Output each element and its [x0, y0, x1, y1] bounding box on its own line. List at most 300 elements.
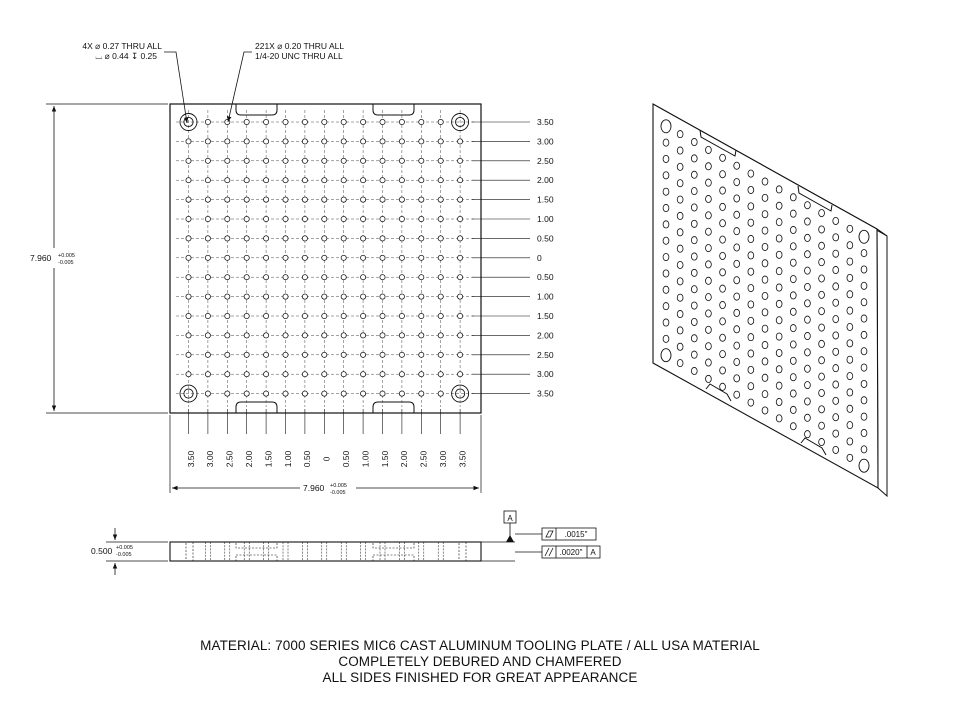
hole-grid: [186, 119, 463, 396]
grid-hole: [264, 236, 269, 241]
iso-hole: [805, 202, 811, 209]
grid-hole: [205, 119, 210, 124]
column-label: 2.00: [243, 450, 254, 468]
iso-hole: [776, 415, 782, 422]
grid-hole: [341, 119, 346, 124]
grid-hole: [361, 216, 366, 221]
iso-hole: [847, 258, 853, 265]
grid-hole: [399, 313, 404, 318]
iso-hole: [748, 399, 754, 406]
top-view: [170, 104, 481, 413]
grid-hole: [302, 158, 307, 163]
iso-hole: [720, 318, 726, 325]
grid-hole: [322, 313, 327, 318]
iso-hole: [805, 316, 811, 323]
iso-hole: [847, 274, 853, 281]
grid-hole: [419, 333, 424, 338]
iso-hole: [677, 245, 683, 252]
iso-hole: [833, 332, 839, 339]
iso-hole: [706, 195, 712, 202]
iso-hole: [805, 398, 811, 405]
row-label: 3.00: [537, 136, 554, 147]
iso-hole: [663, 204, 669, 211]
grid-hole: [380, 313, 385, 318]
grid-hole: [458, 313, 463, 318]
grid-hole: [186, 139, 191, 144]
column-label: 0.50: [340, 450, 351, 468]
row-label: 2.50: [537, 155, 554, 166]
grid-hole: [361, 313, 366, 318]
grid-hole: [244, 294, 249, 299]
column-label: 3.50: [457, 450, 468, 468]
grid-hole: [302, 294, 307, 299]
grid-hole: [361, 255, 366, 260]
grid-hole: [283, 333, 288, 338]
iso-hole: [790, 226, 796, 233]
grid-hole: [458, 294, 463, 299]
iso-hole: [706, 359, 712, 366]
grid-hole: [380, 391, 385, 396]
grid-hole: [438, 391, 443, 396]
row-label: 0.50: [537, 272, 554, 283]
grid-hole: [399, 352, 404, 357]
iso-hole: [720, 367, 726, 374]
grid-hole: [225, 236, 230, 241]
grid-hole: [341, 197, 346, 202]
grid-hole: [302, 352, 307, 357]
column-label: 2.00: [399, 450, 410, 468]
iso-hole: [790, 325, 796, 332]
grid-hole: [186, 255, 191, 260]
iso-hole: [691, 335, 697, 342]
parallelism-tolerance-value: .0020": [559, 548, 583, 557]
grid-hole: [341, 333, 346, 338]
grid-hole: [264, 178, 269, 183]
grid-hole: [380, 216, 385, 221]
grid-hole: [322, 372, 327, 377]
grid-hole: [361, 139, 366, 144]
iso-hole: [833, 381, 839, 388]
isometric-view: [653, 104, 887, 496]
grid-hole: [244, 352, 249, 357]
iso-hole: [720, 269, 726, 276]
grid-hole: [399, 119, 404, 124]
grid-hole: [361, 197, 366, 202]
row-label: 0.50: [537, 233, 554, 244]
iso-hole: [847, 389, 853, 396]
iso-hole: [663, 335, 669, 342]
datum-label: A: [507, 514, 513, 523]
iso-hole: [734, 375, 740, 382]
iso-hole: [790, 406, 796, 413]
iso-hole: [805, 300, 811, 307]
iso-hole: [805, 283, 811, 290]
iso-hole: [720, 171, 726, 178]
grid-hole: [264, 216, 269, 221]
grid-hole: [380, 352, 385, 357]
grid-hole: [244, 275, 249, 280]
grid-hole: [438, 119, 443, 124]
iso-hole: [677, 163, 683, 170]
iso-hole: [748, 203, 754, 210]
grid-hole: [380, 197, 385, 202]
grid-hole: [283, 236, 288, 241]
bottom-slot-left: [236, 402, 277, 413]
grid-hole: [361, 236, 366, 241]
grid-hole: [225, 158, 230, 163]
iso-hole: [762, 374, 768, 381]
grid-hole: [399, 372, 404, 377]
width-tol-plus: +0.005: [330, 483, 347, 489]
iso-hole: [762, 358, 768, 365]
iso-hole: [691, 318, 697, 325]
grid-hole: [380, 275, 385, 280]
iso-hole: [776, 349, 782, 356]
grid-hole: [341, 216, 346, 221]
grid-hole: [244, 255, 249, 260]
iso-hole: [691, 253, 697, 260]
grid-hole: [458, 275, 463, 280]
iso-hole: [762, 227, 768, 234]
grid-hole: [186, 236, 191, 241]
grid-hole: [283, 119, 288, 124]
iso-hole: [805, 381, 811, 388]
grid-hole: [322, 139, 327, 144]
iso-hole: [706, 244, 712, 251]
grid-holes-callout-line1: 221X ⌀ 0.20 THRU ALL: [255, 41, 345, 51]
side-view: [106, 511, 600, 575]
iso-hole: [691, 188, 697, 195]
iso-hole: [861, 397, 867, 404]
column-label: 3.50: [185, 450, 196, 468]
height-tol-minus: -0.005: [58, 260, 74, 266]
grid-hole: [419, 255, 424, 260]
iso-hole: [805, 349, 811, 356]
height-dimension-value: 7.960: [30, 253, 52, 263]
iso-corner-hole: [661, 120, 671, 133]
iso-hole: [720, 203, 726, 210]
iso-hole: [805, 267, 811, 274]
iso-hole: [720, 334, 726, 341]
grid-hole: [438, 333, 443, 338]
grid-holes-callout-line2: 1/4-20 UNC THRU ALL: [255, 51, 343, 61]
iso-hole: [734, 228, 740, 235]
grid-hole: [399, 216, 404, 221]
grid-hole: [438, 236, 443, 241]
row-dimensions: [472, 117, 554, 399]
iso-hole: [861, 380, 867, 387]
iso-hole: [734, 391, 740, 398]
iso-hole: [776, 382, 782, 389]
iso-hole: [734, 342, 740, 349]
iso-hole: [776, 235, 782, 242]
grid-hole: [458, 197, 463, 202]
iso-hole: [819, 226, 825, 233]
iso-hole: [819, 357, 825, 364]
grid-hole: [186, 275, 191, 280]
iso-hole: [819, 209, 825, 216]
grid-hole: [302, 119, 307, 124]
grid-hole: [458, 236, 463, 241]
grid-hole: [399, 294, 404, 299]
grid-hole: [341, 178, 346, 183]
grid-hole: [419, 178, 424, 183]
column-label: 1.00: [282, 450, 293, 468]
iso-hole: [762, 391, 768, 398]
grid-hole: [205, 139, 210, 144]
thickness-dimension-value: 0.500: [91, 546, 113, 556]
grid-hole: [399, 178, 404, 183]
grid-hole: [205, 236, 210, 241]
corner-holes-callout-line2: ⌴ ⌀ 0.44 ↧ 0.25: [95, 51, 157, 61]
grid-hole: [341, 352, 346, 357]
row-label: 2.00: [537, 330, 554, 341]
iso-hole: [663, 172, 669, 179]
grid-hole: [205, 391, 210, 396]
grid-hole: [283, 294, 288, 299]
iso-hole: [691, 351, 697, 358]
grid-hole: [264, 255, 269, 260]
iso-hole: [734, 309, 740, 316]
top-slot-left: [236, 104, 277, 115]
grid-hole: [205, 255, 210, 260]
iso-hole: [805, 431, 811, 438]
iso-hole: [776, 300, 782, 307]
row-label: 0: [537, 252, 542, 263]
iso-hole: [790, 194, 796, 201]
iso-hole: [819, 324, 825, 331]
iso-hole: [677, 147, 683, 154]
grid-hole: [186, 352, 191, 357]
grid-hole: [186, 216, 191, 221]
grid-hole: [399, 275, 404, 280]
grid-hole: [264, 139, 269, 144]
grid-hole: [341, 294, 346, 299]
grid-hole: [283, 391, 288, 396]
grid-hole: [341, 139, 346, 144]
grid-hole: [322, 178, 327, 183]
iso-hole: [819, 275, 825, 282]
grid-hole: [399, 139, 404, 144]
grid-hole: [438, 294, 443, 299]
iso-hole: [663, 155, 669, 162]
iso-hole: [748, 350, 754, 357]
iso-hole: [677, 343, 683, 350]
note-line-3: ALL SIDES FINISHED FOR GREAT APPEARANCE: [322, 670, 638, 685]
grid-hole: [419, 275, 424, 280]
grid-hole: [380, 294, 385, 299]
grid-hole: [225, 333, 230, 338]
thickness-tol-plus: +0.005: [116, 545, 133, 551]
grid-hole: [438, 197, 443, 202]
row-label: 2.00: [537, 175, 554, 186]
grid-hole: [186, 158, 191, 163]
iso-hole: [833, 250, 839, 257]
iso-hole: [734, 162, 740, 169]
grid-hole: [341, 313, 346, 318]
iso-hole: [748, 186, 754, 193]
iso-hole: [805, 365, 811, 372]
iso-hole: [748, 317, 754, 324]
iso-hole: [706, 146, 712, 153]
grid-hole: [302, 313, 307, 318]
grid-hole: [225, 391, 230, 396]
width-tol-minus: -0.005: [330, 490, 346, 496]
grid-hole: [264, 352, 269, 357]
grid-hole: [244, 372, 249, 377]
iso-hole: [805, 251, 811, 258]
grid-hole: [341, 255, 346, 260]
iso-hole: [847, 323, 853, 330]
grid-hole: [186, 333, 191, 338]
iso-hole: [833, 365, 839, 372]
iso-hole: [847, 372, 853, 379]
grid-hole: [361, 333, 366, 338]
grid-hole: [225, 352, 230, 357]
width-dimension: [170, 415, 481, 496]
iso-hole: [677, 294, 683, 301]
grid-hole: [302, 255, 307, 260]
grid-hole: [361, 391, 366, 396]
iso-hole: [720, 285, 726, 292]
iso-hole: [762, 260, 768, 267]
iso-hole: [833, 266, 839, 273]
iso-hole: [706, 277, 712, 284]
grid-hole: [264, 294, 269, 299]
row-label: 1.00: [537, 214, 554, 224]
column-label: 3.00: [205, 450, 216, 468]
iso-hole: [706, 261, 712, 268]
grid-hole: [302, 275, 307, 280]
iso-hole: [819, 422, 825, 429]
grid-hole: [419, 139, 424, 144]
iso-hole: [706, 212, 712, 219]
iso-hole: [677, 229, 683, 236]
grid-hole: [244, 333, 249, 338]
row-label: 3.50: [537, 388, 554, 399]
note-line-2: COMPLETELY DEBURED AND CHAMFERED: [338, 654, 622, 669]
iso-corner-hole: [859, 459, 869, 472]
grid-hole: [264, 158, 269, 163]
grid-hole: [419, 294, 424, 299]
height-tol-plus: +0.005: [58, 253, 75, 259]
iso-hole: [833, 414, 839, 421]
iso-hole: [805, 218, 811, 225]
iso-hole: [720, 301, 726, 308]
grid-hole: [186, 313, 191, 318]
row-label: 1.50: [537, 311, 554, 321]
grid-hole: [283, 313, 288, 318]
grid-hole: [225, 372, 230, 377]
iso-hole: [847, 405, 853, 412]
column-label: 2.50: [224, 450, 235, 468]
grid-hole: [419, 216, 424, 221]
iso-hole: [805, 414, 811, 421]
grid-hole: [283, 197, 288, 202]
grid-hole: [225, 197, 230, 202]
iso-hole: [663, 286, 669, 293]
grid-hole: [205, 352, 210, 357]
grid-hole: [341, 275, 346, 280]
iso-hole: [790, 423, 796, 430]
iso-hole: [762, 292, 768, 299]
grid-hole: [458, 352, 463, 357]
iso-hole: [819, 438, 825, 445]
iso-hole: [762, 194, 768, 201]
iso-hole: [762, 276, 768, 283]
iso-hole: [706, 326, 712, 333]
iso-hole: [833, 348, 839, 355]
iso-hole: [720, 350, 726, 357]
grid-hole: [438, 178, 443, 183]
grid-hole: [380, 333, 385, 338]
column-label: 0: [321, 456, 332, 462]
column-label: 1.00: [360, 450, 371, 468]
iso-hole: [861, 331, 867, 338]
grid-hole: [225, 139, 230, 144]
grid-hole: [399, 158, 404, 163]
grid-hole: [341, 391, 346, 396]
iso-hole: [734, 260, 740, 267]
iso-hole: [833, 446, 839, 453]
iso-hole: [790, 275, 796, 282]
grid-hole: [205, 313, 210, 318]
column-label: 1.50: [263, 450, 274, 468]
row-label: 1.00: [537, 291, 554, 302]
grid-hole: [283, 158, 288, 163]
iso-hole: [847, 438, 853, 445]
grid-hole: [302, 333, 307, 338]
grid-hole: [322, 352, 327, 357]
grid-hole: [361, 372, 366, 377]
grid-hole: [186, 372, 191, 377]
iso-hole: [790, 210, 796, 217]
iso-hole: [790, 374, 796, 381]
iso-hole: [734, 195, 740, 202]
grid-hole: [244, 391, 249, 396]
grid-hole: [419, 158, 424, 163]
iso-hole: [833, 217, 839, 224]
iso-hole: [663, 319, 669, 326]
grid-hole: [283, 255, 288, 260]
iso-hole: [833, 397, 839, 404]
grid-hole: [438, 372, 443, 377]
iso-hole: [790, 243, 796, 250]
grid-hole: [283, 275, 288, 280]
grid-hole: [419, 372, 424, 377]
grid-hole: [283, 216, 288, 221]
grid-hole: [205, 372, 210, 377]
grid-hole: [186, 178, 191, 183]
grid-hole: [322, 197, 327, 202]
iso-hole: [748, 301, 754, 308]
iso-hole: [776, 251, 782, 258]
grid-hole: [419, 197, 424, 202]
iso-hole: [677, 212, 683, 219]
iso-hole: [762, 178, 768, 185]
iso-hole: [776, 398, 782, 405]
iso-hole: [691, 367, 697, 374]
grid-hole: [264, 275, 269, 280]
grid-hole: [361, 178, 366, 183]
iso-hole: [734, 178, 740, 185]
grid-hole: [283, 372, 288, 377]
iso-corner-hole: [661, 349, 671, 362]
iso-hole: [734, 277, 740, 284]
iso-hole: [691, 138, 697, 145]
grid-hole: [302, 178, 307, 183]
grid-hole: [399, 391, 404, 396]
